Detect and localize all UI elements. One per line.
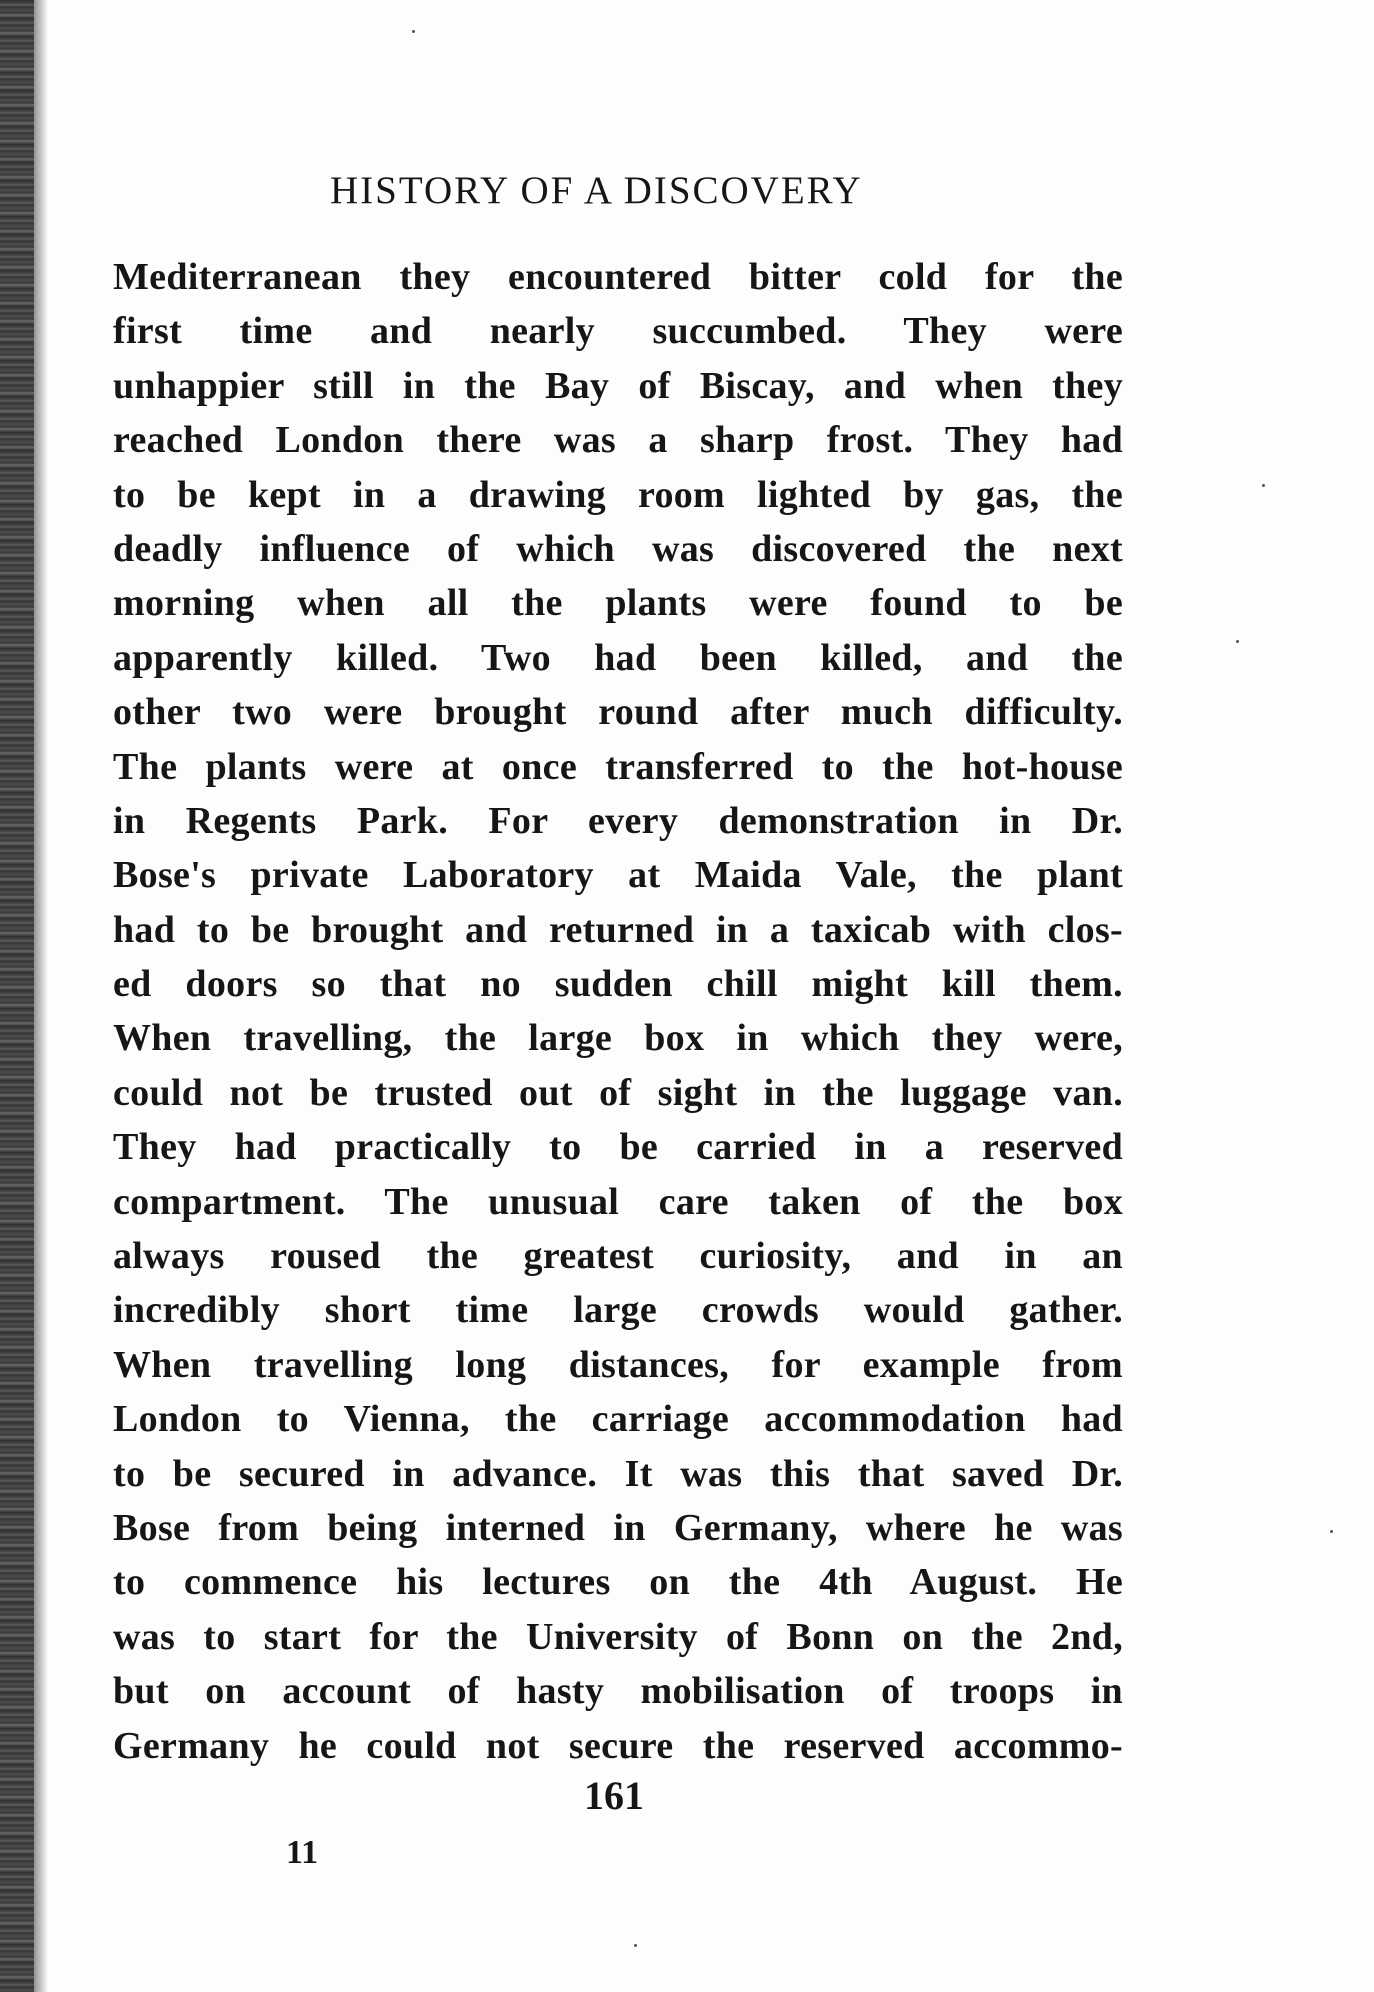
scan-speck <box>634 1944 637 1947</box>
text-line: was to start for the University of Bonn on the 2nd, <box>113 1615 1123 1658</box>
text-line: could not be trusted out of sight in the luggage van. <box>113 1071 1123 1114</box>
text-line: ed doors so that no sudden chill might kill them. <box>113 963 1123 1006</box>
scan-speck <box>1330 1530 1333 1533</box>
scan-speck <box>1236 640 1239 643</box>
text-line: deadly influence of which was discovered the next <box>113 527 1123 570</box>
text-line: Mediterranean they encountered bitter cold for the <box>113 256 1123 298</box>
text-line: Germany he could not secure the reserved accommo- <box>113 1724 1123 1767</box>
text-line: apparently killed. Two had been killed, and the <box>113 636 1123 679</box>
text-line: When travelling long distances, for example from <box>113 1343 1123 1386</box>
binding-shadow <box>34 0 48 1992</box>
text-line: to commence his lectures on the 4th August. He <box>113 1561 1123 1604</box>
text-line: to be secured in advance. It was this that saved Dr. <box>113 1452 1123 1495</box>
running-head: HISTORY OF A DISCOVERY <box>330 169 863 212</box>
text-line: Bose's private Laboratory at Maida Vale, the plant <box>113 854 1123 897</box>
text-line: When travelling, the large box in which they were, <box>113 1017 1123 1060</box>
text-line: unhappier still in the Bay of Biscay, and when they <box>113 364 1123 407</box>
page-number: 161 <box>584 1773 644 1818</box>
text-line: other two were brought round after much difficulty. <box>113 691 1123 734</box>
text-line: morning when all the plants were found to be <box>113 582 1123 625</box>
text-line: to be kept in a drawing room lighted by gas, the <box>113 473 1123 516</box>
signature-mark: 11 <box>286 1834 319 1871</box>
text-line: in Regents Park. For every demonstration in Dr. <box>113 799 1123 842</box>
text-line: reached London there was a sharp frost. They had <box>113 419 1123 462</box>
binding-edge <box>0 0 34 1992</box>
text-line: incredibly short time large crowds would gather. <box>113 1289 1123 1332</box>
scan-speck <box>412 30 415 33</box>
text-line: but on account of hasty mobilisation of troops in <box>113 1670 1123 1713</box>
text-line: had to be brought and returned in a taxicab with clos- <box>113 908 1123 951</box>
text-line: They had practically to be carried in a reserved <box>113 1126 1123 1169</box>
text-line: London to Vienna, the carriage accommodation had <box>113 1398 1123 1441</box>
text-line: The plants were at once transferred to the hot-house <box>113 745 1123 788</box>
text-line: first time and nearly succumbed. They were <box>113 310 1123 353</box>
scan-speck <box>1262 484 1265 487</box>
text-line: Bose from being interned in Germany, where he was <box>113 1506 1123 1549</box>
text-line: always roused the greatest curiosity, and in an <box>113 1235 1123 1278</box>
text-line: compartment. The unusual care taken of the box <box>113 1180 1123 1223</box>
body-text <box>113 250 1123 1773</box>
